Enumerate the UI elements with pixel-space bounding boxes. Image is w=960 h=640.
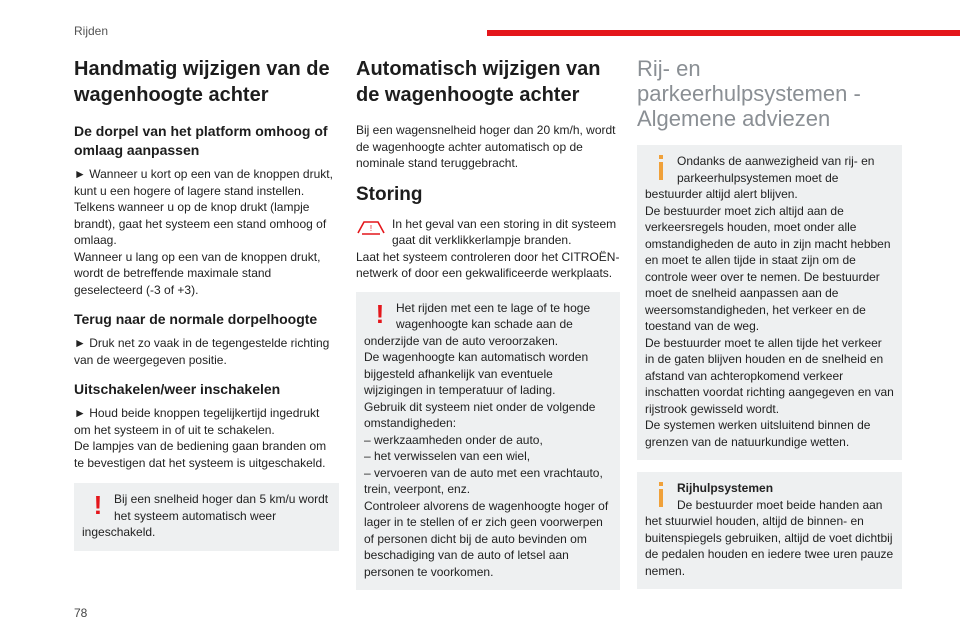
paragraph-normal-height: ► Druk net zo vaak in de tegengestelde richting van de weergegeven positie. xyxy=(74,336,330,367)
column-auto-height xyxy=(356,56,620,590)
info-text: De bestuurder moet beide handen aan het stuurwiel houden, altijd de binnen- en buitenspiegels gebruiken, altijd de voet dichtbij de pedalen houden en iedere twee uren pauze nemen. xyxy=(645,497,894,578)
header-accent-bar xyxy=(487,30,960,36)
suspension-warning-lamp-icon xyxy=(356,218,386,238)
paragraph-auto-height: Bij een wagensnelheid hoger dan 20 km/h, wordt de wagenhoogte achter automatisch op de nominale stand teruggebracht. xyxy=(356,123,616,170)
info-line: De bestuurder moet te allen tijde het verkeer in de gaten blijven houden en de snelheid en afstand van achteropkomend verkeer inschatten voordat richting aangegeven en van rijstrook gewisseld wordt. xyxy=(645,335,894,416)
warning-exclamation-icon: ! xyxy=(93,490,103,520)
warning-line: Gebruik dit systeem niet onder de volgende omstandigheden: xyxy=(364,399,596,430)
heading-storing: Storing xyxy=(356,183,423,205)
paragraph-deactivate: ► Houd beide knoppen tegelijkertijd ingedrukt om het systeem in of uit te schakelen. xyxy=(74,406,320,437)
heading-auto-height: Automatisch wijzigen van de wagenhoogte achter xyxy=(356,58,601,106)
info-line: De systemen werken uitsluitend binnen de grenzen van de natuurkundige wetten. xyxy=(645,418,871,449)
column-driving-aids xyxy=(637,56,902,589)
info-icon xyxy=(653,155,669,181)
subheading-deactivate: Uitschakelen/weer inschakelen xyxy=(74,381,281,397)
page-number: 78 xyxy=(74,606,88,620)
storing-block xyxy=(356,216,620,249)
svg-text:!: ! xyxy=(369,223,373,233)
section-label: Rijden xyxy=(74,24,109,38)
info-line: Ondanks de aanwezigheid van rij- en parkeerhulpsystemen moet de bestuurder altijd alert blijven. xyxy=(645,154,875,201)
heading-manual-height: Handmatig wijzigen van de wagenhoogte achter xyxy=(74,58,330,106)
info-box-driving-aids xyxy=(637,472,902,589)
warning-text: Bij een snelheid hoger dan 5 km/u wordt het systeem automatisch weer ingeschakeld. xyxy=(82,492,329,539)
paragraph-threshold-long: Wanneer u lang op een van de knoppen drukt, wordt de betreffende maximale stand geselecteerd (-3 of +3). xyxy=(74,249,321,297)
subheading-threshold: De dorpel van het platform omhoog of omlaag aanpassen xyxy=(74,123,328,158)
paragraph-threshold: ► Wanneer u kort op een van de knoppen drukt, kunt u een hogere of lagere stand instellen. Telkens wanneer u op de knop drukt (lampje brandt), gaat het systeem een stand omhoog of omlaag. xyxy=(74,167,333,247)
paragraph-storing: In het geval van een storing in dit systeem gaat dit verklikkerlampje branden. xyxy=(392,216,617,247)
warning-box xyxy=(74,483,339,551)
warning-exclamation-icon: ! xyxy=(375,298,385,329)
info-icon xyxy=(653,482,669,508)
warning-line: – vervoeren van de auto met een vrachtauto, trein, veerpont, enz. xyxy=(364,465,603,496)
warning-box-height xyxy=(356,292,620,591)
paragraph-deactivate-confirm: De lampjes van de bediening gaan branden om te bevestigen dat het systeem is uitgeschakeld. xyxy=(74,439,327,470)
subheading-normal-height: Terug naar de normale dorpelhoogte xyxy=(74,311,318,327)
info-box-general xyxy=(637,145,902,460)
warning-line: De wagenhoogte kan automatisch worden bijgesteld afhankelijk van eventuele wijzigingen in temperatuur of lading. xyxy=(364,350,589,397)
heading-driving-aids: Rij- en parkeerhulpsystemen - Algemene adviezen xyxy=(637,56,861,131)
warning-line: Het rijden met een te lage of te hoge wagenhoogte kan schade aan de onderzijde van de auto veroorzaken. xyxy=(364,300,591,348)
paragraph-storing-check: Laat het systeem controleren door het CITROËN-netwerk of door een gekwalificeerde werkplaats. xyxy=(356,249,620,280)
warning-line: Controleer alvorens de wagenhoogte hoger of lager in te stellen of er zich geen voorwerpen of personen dicht bij de auto bevinden om beschadiging van de auto of letsel aan personen te voorkomen. xyxy=(364,498,609,579)
warning-line: – het verwisselen van een wiel, xyxy=(364,449,531,463)
info-line: De bestuurder moet zich altijd aan de verkeersregels houden, moet onder alle omstandigheden de auto in zijn macht hebben en moet te allen tijde in staat zijn om de controle weer over te nemen. De bestuurder moet de snelheid aanpassen aan de weersomstandigheden, het verkeer en de toestand van de weg. xyxy=(645,203,891,333)
column-manual-height xyxy=(74,56,339,551)
info-title: Rijhulpsystemen xyxy=(677,481,774,495)
warning-line: – werkzaamheden onder de auto, xyxy=(364,432,543,447)
